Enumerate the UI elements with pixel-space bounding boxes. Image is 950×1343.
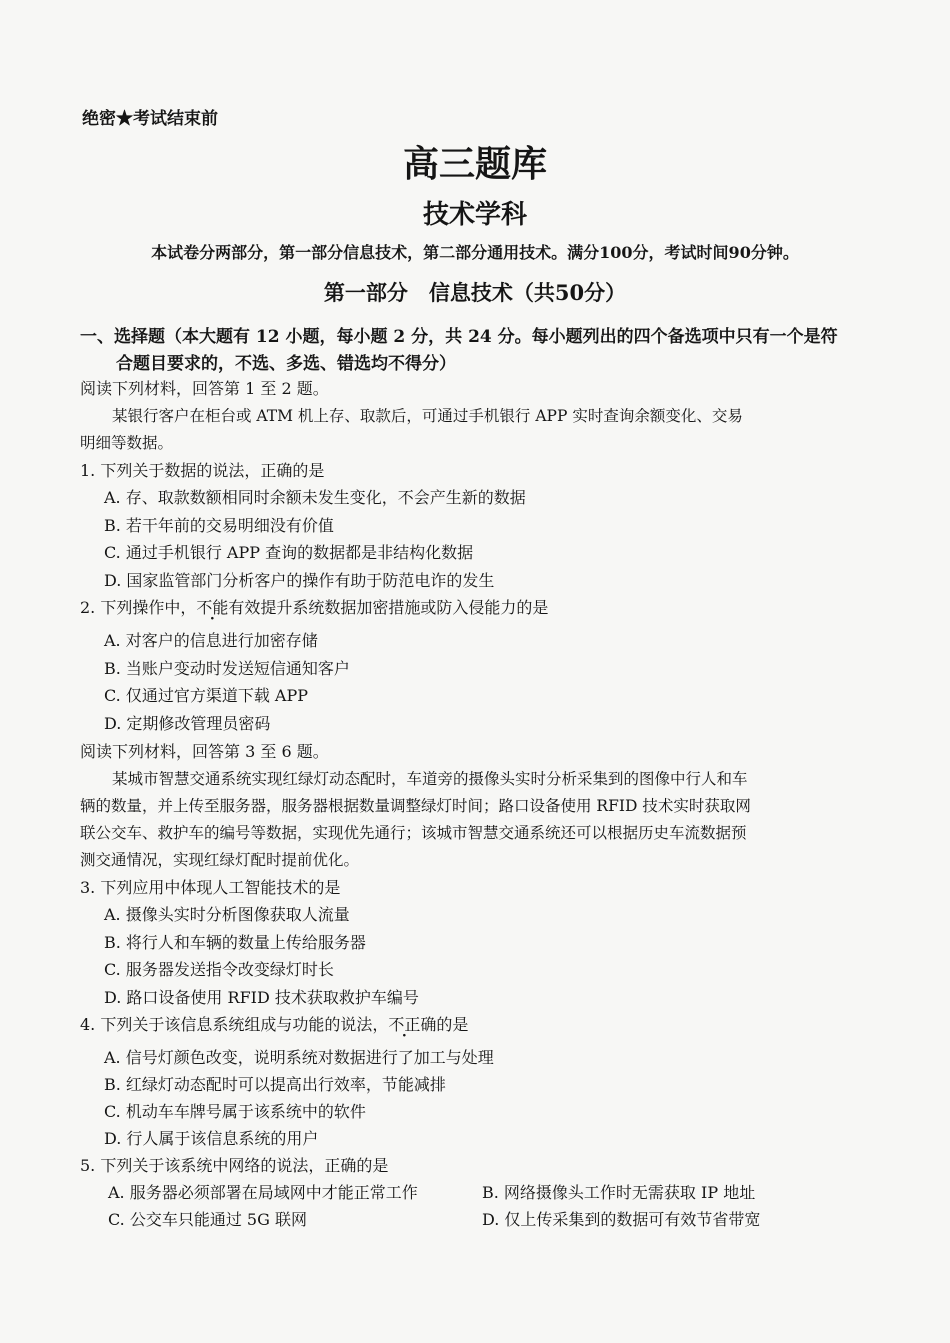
q2-option-c: C. 仅通过官方渠道下载 APP <box>104 686 309 705</box>
section-heading-line2: 合题目要求的，不选、多选、错选均不得分） <box>116 354 456 374</box>
q2-option-d: D. 定期修改管理员密码 <box>104 714 271 733</box>
confidential-label: 绝密★考试结束前 <box>82 109 218 129</box>
q3-option-b: B. 将行人和车辆的数量上传给服务器 <box>104 933 366 952</box>
exam-note: 本试卷分两部分，第一部分信息技术，第二部分通用技术。满分100分，考试时间90分钟。 <box>151 243 799 262</box>
q2-option-b: B. 当账户变动时发送短信通知客户 <box>104 659 350 678</box>
q3-option-a: A. 摄像头实时分析图像获取人流量 <box>104 905 350 924</box>
material1-line2: 明细等数据。 <box>80 434 174 452</box>
q4-stem <box>80 1012 468 1035</box>
q1-option-c: C. 通过手机银行 APP 查询的数据都是非结构化数据 <box>104 543 474 562</box>
q2-stem-pre: 2. 下列操作中， <box>80 598 197 617</box>
q5-option-b: B. 网络摄像头工作时无需获取 IP 地址 <box>482 1183 756 1202</box>
q3-stem: 3. 下列应用中体现人工智能技术的是 <box>80 878 341 897</box>
q4-option-b: B. 红绿灯动态配时可以提高出行效率，节能减排 <box>104 1075 446 1094</box>
material2-intro: 阅读下列材料，回答第 3 至 6 题。 <box>80 742 329 761</box>
part-title: 第一部分 信息技术（共50分） <box>323 280 627 305</box>
q2-stem <box>80 595 548 618</box>
q4-stem-emphasis: 不正 <box>388 1015 421 1034</box>
material2-line1: 某城市智慧交通系统实现红绿灯动态配时，车道旁的摄像头实时分析采集到的图像中行人和车 <box>112 770 748 788</box>
q4-stem-post: 确的是 <box>420 1015 469 1034</box>
subject-title: 技术学科 <box>422 200 527 230</box>
material2-line3: 联公交车、救护车的编号等数据，实现优先通行；该城市智慧交通系统还可以根据历史车流数据预 <box>80 824 747 842</box>
q4-option-a: A. 信号灯颜色改变，说明系统对数据进行了加工与处理 <box>104 1048 494 1067</box>
material2-line2: 辆的数量，并上传至服务器，服务器根据数量调整绿灯时间；路口设备使用 RFID 技术实时获取网 <box>80 797 751 815</box>
section-heading-line1: 一、选择题（本大题有 12 小题，每小题 2 分，共 24 分。每小题列出的四个备选项中只有一个是符 <box>80 327 838 347</box>
material1-intro: 阅读下列材料，回答第 1 至 2 题。 <box>80 379 329 398</box>
q3-option-c: C. 服务器发送指令改变绿灯时长 <box>104 960 334 979</box>
q5-stem: 5. 下列关于该系统中网络的说法，正确的是 <box>80 1156 389 1175</box>
q4-option-d: D. 行人属于该信息系统的用户 <box>104 1129 319 1148</box>
q5-option-a: A. 服务器必须部署在局域网中才能正常工作 <box>108 1183 418 1202</box>
q4-stem-pre: 4. 下列关于该信息系统组成与功能的说法， <box>80 1015 389 1034</box>
material1-line1: 某银行客户在柜台或 ATM 机上存、取款后，可通过手机银行 APP 实时查询余额变化、交易 <box>112 407 743 425</box>
q1-option-d: D. 国家监管部门分析客户的操作有助于防范电诈的发生 <box>104 571 495 590</box>
q2-option-a: A. 对客户的信息进行加密存储 <box>104 631 318 650</box>
material2-line4: 测交通情况，实现红绿灯配时提前优化。 <box>80 851 360 869</box>
q4-option-c: C. 机动车车牌号属于该系统中的软件 <box>104 1102 366 1121</box>
q1-stem: 1. 下列关于数据的说法，正确的是 <box>80 461 325 480</box>
q1-option-a: A. 存、取款数额相同时余额未发生变化，不会产生新的数据 <box>104 488 526 507</box>
q3-option-d: D. 路口设备使用 RFID 技术获取救护车编号 <box>104 988 419 1007</box>
q5-option-c: C. 公交车只能通过 5G 联网 <box>108 1210 307 1229</box>
q2-stem-emphasis: 不能 <box>196 598 229 617</box>
q5-option-d: D. 仅上传采集到的数据可有效节省带宽 <box>482 1210 761 1229</box>
q1-option-b: B. 若干年前的交易明细没有价值 <box>104 516 334 535</box>
q2-stem-post: 有效提升系统数据加密措施或防入侵能力的是 <box>228 598 549 617</box>
page-title: 高三题库 <box>402 143 547 185</box>
